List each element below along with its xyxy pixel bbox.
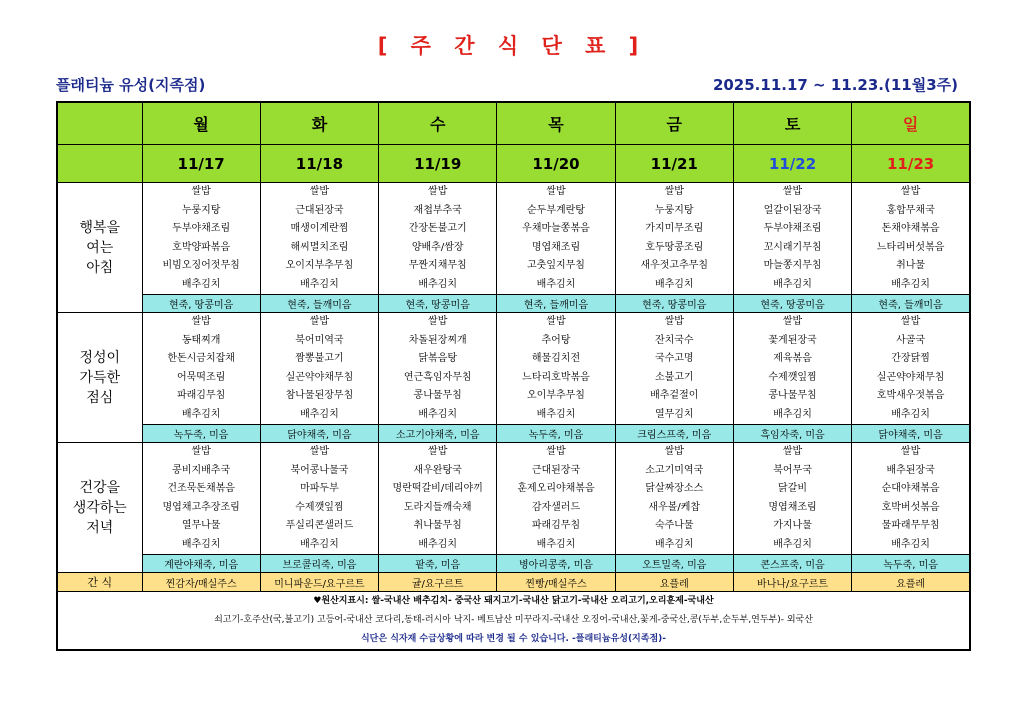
menu-item: 건조묵돈채볶음 [167,483,235,494]
meal-body [57,183,970,573]
dinner-sat-porridge: 콘스프죽, 미음 [733,555,851,573]
weekday-fri: 금 [615,102,733,145]
menu-item: 꽃게된장국 [768,334,817,346]
menu-item: 쌀밥 [546,446,566,457]
dinner-porridge-row [57,555,970,573]
menu-item: 열무나물 [181,520,221,531]
menu-item: 연근흑임자무침 [403,371,472,383]
weekday-tue: 화 [260,102,378,145]
menu-item: 가지나물 [773,520,812,531]
dinner-label [57,443,142,573]
lunch-items-row [57,313,970,425]
menu-item: 배추김치 [300,278,339,290]
breakfast-label [57,183,142,313]
origin-line-1: ♥원산지표시: 쌀-국내산 배추김치- 중국산 돼지고기-국내산 닭고기-국내산 오리고기,오리훈제-국내산 [313,596,714,606]
menu-item: 수제깻잎찜 [768,371,817,383]
dinner-sat-cell [733,443,851,555]
lunch-mon-porridge: 녹두죽, 미음 [142,425,260,443]
menu-item: 홍합무채국 [886,204,935,216]
menu-item: 쌀밥 [309,186,330,197]
meal-label-line: 정성이 [79,349,121,366]
weekday-header-row [57,102,970,145]
menu-item: 추어탕 [541,334,571,346]
date-sat: 11/22 [733,145,851,183]
breakfast-wed-cell [379,183,497,295]
snack-mon: 찐감자/매실주스 [142,573,260,592]
dinner-mon-cell [142,443,260,555]
lunch-wed-porridge: 소고기야채죽, 미음 [379,425,497,443]
menu-item: 호두땅콩조림 [645,241,704,253]
meal-label-line: 생각하는 [72,499,127,516]
menu-item: 북어콩나물국 [290,464,349,476]
menu-item: 취나물 [896,260,926,271]
menu-item: 소불고기 [654,371,694,383]
menu-item: 콩나물무침 [768,390,817,401]
menu-item: 쌀밥 [664,186,684,197]
menu-item: 고춧잎지무침 [527,260,585,271]
date-fri: 11/21 [615,145,733,183]
menu-item: 재첩부추국 [413,204,462,216]
menu-item: 배추김치 [300,408,339,420]
menu-item: 명란떡갈비/데리야끼 [392,483,483,494]
menu-item: 배추김치 [181,408,221,420]
menu-item: 어묵떡조림 [176,371,226,383]
menu-item: 꼬시래기무침 [763,241,822,253]
menu-item: 실곤약야채무침 [876,371,945,383]
menu-item: 북어무국 [773,464,812,476]
dinner-tue-cell [260,443,378,555]
menu-item: 배추김치 [536,538,576,550]
menu-item: 닭볶음탕 [418,353,458,364]
breakfast-mon-cell [142,183,260,295]
lunch-tue-porridge: 닭야채죽, 미음 [260,425,378,443]
lunch-sun-cell [852,313,970,425]
menu-item: 닭갈비 [778,483,808,494]
date-range: 2025.11.17 ~ 11.23.(11월3주) [712,76,958,94]
menu-item: 비빔오징어젓무침 [162,260,240,271]
dinner-wed-porridge: 팥죽, 미음 [379,555,497,573]
meal-label-line: 점심 [86,389,114,406]
menu-item: 취나물무침 [413,520,462,531]
dinner-thu-porridge: 병아리콩죽, 미음 [497,555,615,573]
menu-item: 배추김치 [891,278,930,290]
menu-item: 해씨멸치조림 [290,241,349,253]
lunch-porridge-row [57,425,970,443]
dinner-items-row [57,443,970,555]
menu-item: 배추김치 [418,278,458,290]
origin-notes [57,592,970,651]
menu-item: 근대된장국 [295,204,344,216]
breakfast-sat-porridge: 현죽, 땅콩미음 [733,295,851,313]
menu-item: 차돌된장찌개 [408,334,467,346]
menu-item: 국수고명 [654,353,694,364]
breakfast-tue-cell [260,183,378,295]
menu-item: 배추김치 [654,278,694,290]
dinner-wed-cell [379,443,497,555]
menu-item: 쌀밥 [900,316,921,327]
menu-item: 배추김치 [773,538,812,550]
breakfast-sun-porridge: 현죽, 들깨미음 [852,295,970,313]
menu-item: 배추겉절이 [650,390,699,401]
menu-item: 파래김무침 [176,390,226,401]
meal-label-line: 저녁 [86,519,114,536]
breakfast-porridge-row [57,295,970,313]
date-thu: 11/20 [497,145,615,183]
menu-item: 간장돈불고기 [408,223,467,234]
breakfast-thu-cell [497,183,615,295]
menu-item: 쌀밥 [546,316,566,327]
menu-item: 배추김치 [773,408,812,420]
menu-change-notice: 식단은 식자재 수급상황에 따라 변경 될 수 있습니다. -플래티늄유성(지족점)- [360,634,666,644]
menu-item: 쌀밥 [782,186,803,197]
menu-item: 순대야채볶음 [881,483,940,494]
weekday-sun: 일 [852,102,970,145]
snack-thu: 찐빵/매실주스 [497,573,615,592]
menu-item: 가지미무조림 [645,223,704,234]
menu-item: 근대된장국 [531,464,581,476]
dinner-thu-cell [497,443,615,555]
menu-item: 쌀밥 [900,186,921,197]
footer-row [57,592,970,651]
lunch-sun-porridge: 닭야채죽, 미음 [852,425,970,443]
date-sun: 11/23 [852,145,970,183]
menu-item: 배추김치 [181,538,221,550]
menu-item: 수제깻잎찜 [295,501,344,513]
snack-sun: 요플레 [852,573,970,592]
menu-item: 쌀밥 [191,316,211,327]
menu-item: 명엽채조림 [531,241,581,253]
dinner-fri-cell [615,443,733,555]
menu-item: 콩비지배추국 [172,464,231,476]
menu-item: 얼갈이된장국 [763,204,822,216]
menu-item: 열무김치 [654,408,694,420]
weekday-thu: 목 [497,102,615,145]
menu-item: 배추김치 [536,278,576,290]
menu-item: 우채마늘쫑볶음 [522,223,590,234]
menu-item: 쌀밥 [191,446,211,457]
menu-item: 배추김치 [300,538,339,550]
menu-item: 누룽지탕 [181,204,221,216]
menu-item: 쌀밥 [900,446,921,457]
branch-name: 플래티늄 유성(지족점) [56,76,206,94]
lunch-tue-cell [260,313,378,425]
menu-item: 닭살짜장소스 [645,483,704,494]
dinner-fri-porridge: 오트밀죽, 미음 [615,555,733,573]
menu-item: 양배추/쌈장 [411,241,464,253]
date-header-row [57,145,970,183]
menu-item: 호박버섯볶음 [881,501,940,513]
date-wed: 11/19 [379,145,497,183]
menu-item: 쌀밥 [309,446,330,457]
menu-item: 북어미역국 [295,334,344,346]
lunch-wed-cell [379,313,497,425]
menu-item: 제육볶음 [773,353,812,364]
date-mon: 11/17 [142,145,260,183]
menu-item: 매생이계란찜 [290,223,349,234]
weekday-wed: 수 [379,102,497,145]
lunch-label [57,313,142,443]
menu-item: 소고기미역국 [645,464,704,476]
menu-item: 무짠지채무침 [408,260,467,271]
corner-cell-date [57,145,142,183]
dinner-tue-porridge: 브로콜리죽, 미음 [260,555,378,573]
meal-label-line: 행복을 [79,219,121,236]
breakfast-sun-cell [852,183,970,295]
snack-label: 간 식 [57,573,142,592]
lunch-sat-cell [733,313,851,425]
menu-item: 마늘쫑지무침 [763,260,822,271]
menu-item: 오이지부추무침 [285,260,354,271]
breakfast-wed-porridge: 현죽, 땅콩미음 [379,295,497,313]
menu-item: 물파래무무침 [881,520,940,531]
menu-item: 쌀밥 [782,316,803,327]
menu-item: 두부야채조림 [763,223,822,234]
menu-item: 쌀밥 [191,186,211,197]
lunch-thu-porridge: 녹두죽, 미음 [497,425,615,443]
menu-item: 실곤약야채무침 [285,371,354,383]
menu-item: 돈채야채볶음 [881,223,940,234]
page-title: [ 주 간 식 단 표 ] [377,34,647,58]
menu-item: 새우볼/케찹 [648,501,701,513]
snack-sat: 바나나/요구르트 [733,573,851,592]
menu-item: 쌀밥 [782,446,803,457]
dinner-mon-porridge: 계란야채죽, 미음 [142,555,260,573]
menu-item: 쌀밥 [664,316,684,327]
menu-item: 배추김치 [891,538,930,550]
meal-label-line: 아침 [86,259,114,276]
menu-item: 쌀밥 [428,316,448,327]
menu-item: 배추김치 [773,278,812,290]
dinner-sun-cell [852,443,970,555]
weekly-menu-table [56,101,971,651]
menu-item: 사골국 [896,334,926,346]
breakfast-tue-porridge: 현죽, 들깨미음 [260,295,378,313]
breakfast-sat-cell [733,183,851,295]
menu-item: 도라지들깨숙채 [403,501,472,513]
menu-item: 동태찌개 [181,334,221,346]
lunch-fri-porridge: 크림스프죽, 미음 [615,425,733,443]
menu-item: 배추김치 [418,408,458,420]
menu-item: 배추김치 [181,278,221,290]
breakfast-fri-cell [615,183,733,295]
menu-item: 순두부계란탕 [527,204,585,216]
menu-item: 배추김치 [418,538,458,550]
menu-item: 쌀밥 [546,186,566,197]
corner-cell [57,102,142,145]
lunch-thu-cell [497,313,615,425]
breakfast-fri-porridge: 현죽, 땅콩미음 [615,295,733,313]
menu-item: 오이부추무침 [527,390,585,401]
menu-item: 쌀밥 [664,446,684,457]
menu-item: 쌀밥 [428,186,448,197]
menu-item: 누룽지탕 [654,204,694,216]
menu-item: 해물김치전 [531,353,581,364]
breakfast-mon-porridge: 현죽, 땅콩미음 [142,295,260,313]
menu-item: 감자샐러드 [531,501,581,513]
menu-item: 쌀밥 [428,446,448,457]
menu-item: 콩나물무침 [413,390,462,401]
date-tue: 11/18 [260,145,378,183]
snack-tue: 미니파운드/요구르트 [260,573,378,592]
weekday-sat: 토 [733,102,851,145]
menu-item: 짬뽕불고기 [295,353,344,364]
menu-item: 호박양파볶음 [172,241,231,253]
meal-label-line: 여는 [86,239,114,256]
menu-item: 잔치국수 [654,334,694,346]
lunch-mon-cell [142,313,260,425]
menu-item: 파래김무침 [531,520,581,531]
snack-row [57,573,970,592]
menu-item: 느타리호박볶음 [522,371,590,383]
weekday-mon: 월 [142,102,260,145]
menu-item: 한돈시금치잡채 [167,353,235,364]
origin-line-2: 쇠고기-호주산(국,불고기) 고등어-국내산 코다리,동태-러시아 낙지- 베트남산 미꾸라지-국내산 오징어-국내산,꽃게-중국산,콩(두부,순두부,연두부)- 외국산 [214,615,813,625]
menu-item: 배추김치 [654,538,694,550]
menu-item: 배추된장국 [886,464,935,476]
menu-item: 배추김치 [536,408,576,420]
menu-item: 쌀밥 [309,316,330,327]
snack-fri: 요플레 [615,573,733,592]
snack-wed: 귤/요구르트 [379,573,497,592]
lunch-sat-porridge: 흑임자죽, 미음 [733,425,851,443]
meal-label-line: 가득한 [79,369,121,386]
dinner-sun-porridge: 녹두죽, 미음 [852,555,970,573]
menu-item: 숙주나물 [654,520,694,531]
menu-item: 배추김치 [891,408,930,420]
menu-item: 명엽채조림 [768,501,817,513]
menu-item: 느타리버섯볶음 [876,241,945,253]
menu-item: 간장닭찜 [891,353,930,364]
menu-item: 명엽채고추장조림 [162,501,240,513]
menu-item: 푸실리콘샐러드 [285,520,354,531]
menu-item: 새우젓고추무침 [640,260,709,271]
breakfast-items-row [57,183,970,295]
meal-label-line: 건강을 [79,479,121,496]
menu-item: 훈제오리야채볶음 [517,483,595,494]
menu-item: 참나물된장무침 [285,390,354,401]
menu-item: 마파두부 [300,483,339,494]
lunch-fri-cell [615,313,733,425]
breakfast-thu-porridge: 현죽, 들깨미음 [497,295,615,313]
menu-item: 새우완탕국 [413,464,462,476]
menu-item: 두부야채조림 [172,223,231,234]
menu-item: 호박새우젓볶음 [876,390,945,401]
